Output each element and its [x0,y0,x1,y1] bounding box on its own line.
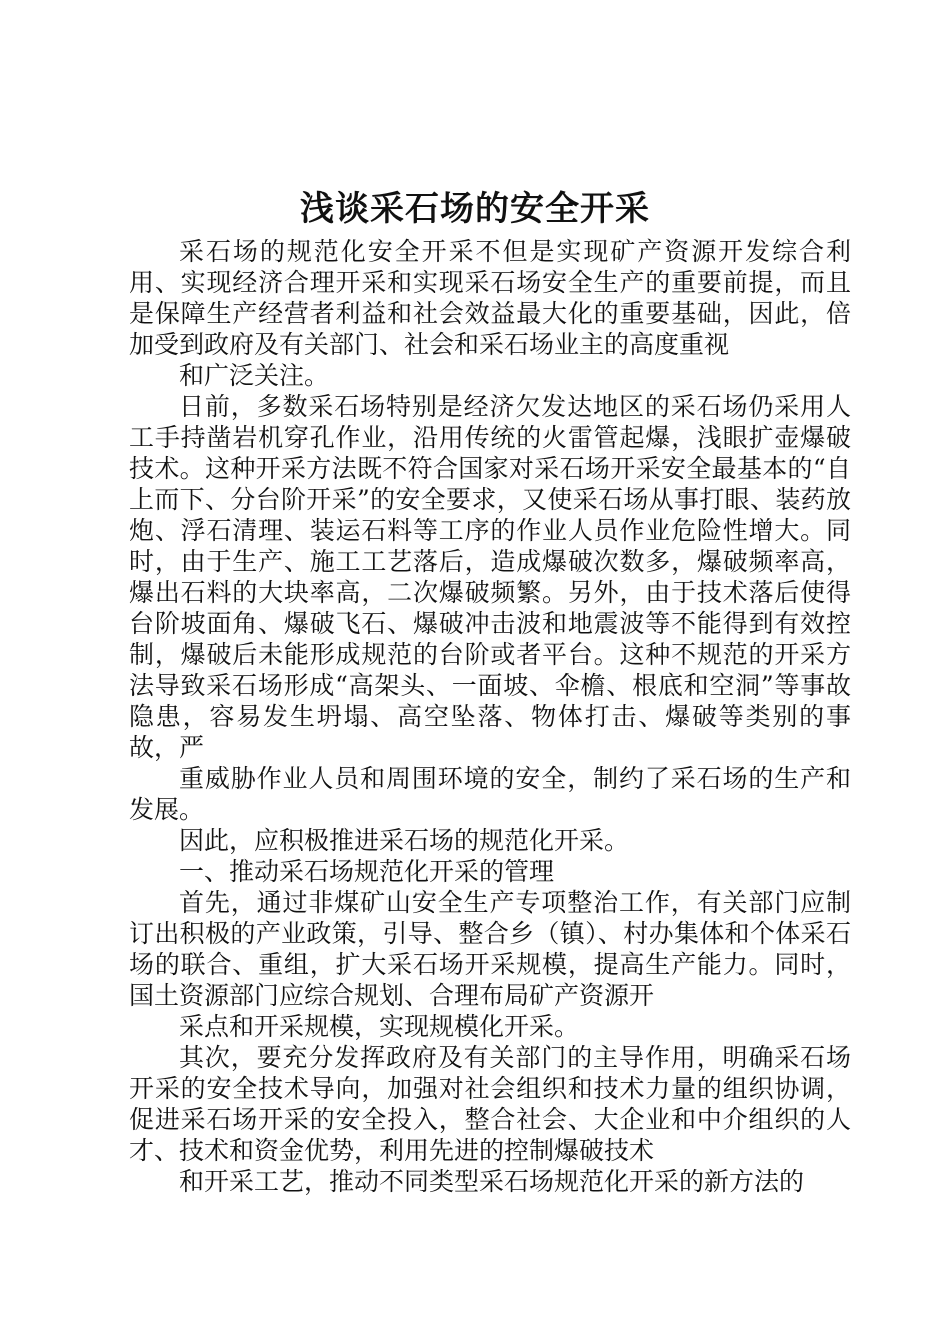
paragraph: 和广泛关注。 [179,361,330,390]
paragraph: 重威胁作业人员和周围环境的安全，制约了采石场的生产和发展。 [129,764,851,824]
paragraph: 日前，多数采石场特别是经济欠发达地区的采石场仍采用人工手持凿岩机穿孔作业，沿用传统的火雷管起爆，浅眼扩壶爆破技术。这种开采方法既不符合国家对采石场开采安全最基本的“自上而下、分台阶开采”的安全要求，又使采石场从事打眼、装药放炮、浮石清理、装运石料等工序的作业人员作业危险性增大。同时，由于生产、施工工艺落后，造成爆破次数多，爆破频率高，爆出石料的大块率高，二次爆破频繁。另外，由于技术落后使得台阶坡面角、爆破飞石、爆破冲击波和地震波等不能得到有效控制，爆破后未能形成规范的台阶或者平台。这种不规范的开采方法导致采石场形成“高架头、一面坡、伞檐、根底和空洞”等事故隐患，容易发生坍塌、高空坠落、物体打击、爆破等类别的事故，严 [129,392,851,762]
paragraph: 和开采工艺，推动不同类型采石场规范化开采的新方法的 [179,1167,805,1196]
paragraph: 其次，要充分发挥政府及有关部门的主导作用，明确采石场开采的安全技术导向，加强对社会组织和技术力量的组织协调，促进采石场开采的安全投入，整合社会、大企业和中介组织的人才、技术和资金优势，利用先进的控制爆破技术 [129,1043,851,1165]
paragraph: 首先，通过非煤矿山安全生产专项整治工作，有关部门应制订出积极的产业政策，引导、整合乡（镇）、村办集体和个体采石场的联合、重组，扩大采石场开采规模，提高生产能力。同时，国土资源部门应综合规划、合理布局矿产资源开 [129,888,851,1010]
paragraph: 采点和开采规模，实现规模化开采。 [179,1012,580,1041]
paragraph: 采石场的规范化安全开采不但是实现矿产资源开发综合利用、实现经济合理开采和实现采石场安全生产的重要前提，而且是保障生产经营者利益和社会效益最大化的重要基础，因此，倍加受到政府及有关部门、社会和采石场业主的高度重视 [129,237,851,359]
document-title: 浅谈采石场的安全开采 [300,189,650,229]
paragraph: 因此，应积极推进采石场的规范化开采。 [179,826,630,855]
section-heading: 一、推动采石场规范化开采的管理 [179,857,555,886]
document-body [129,236,851,1197]
